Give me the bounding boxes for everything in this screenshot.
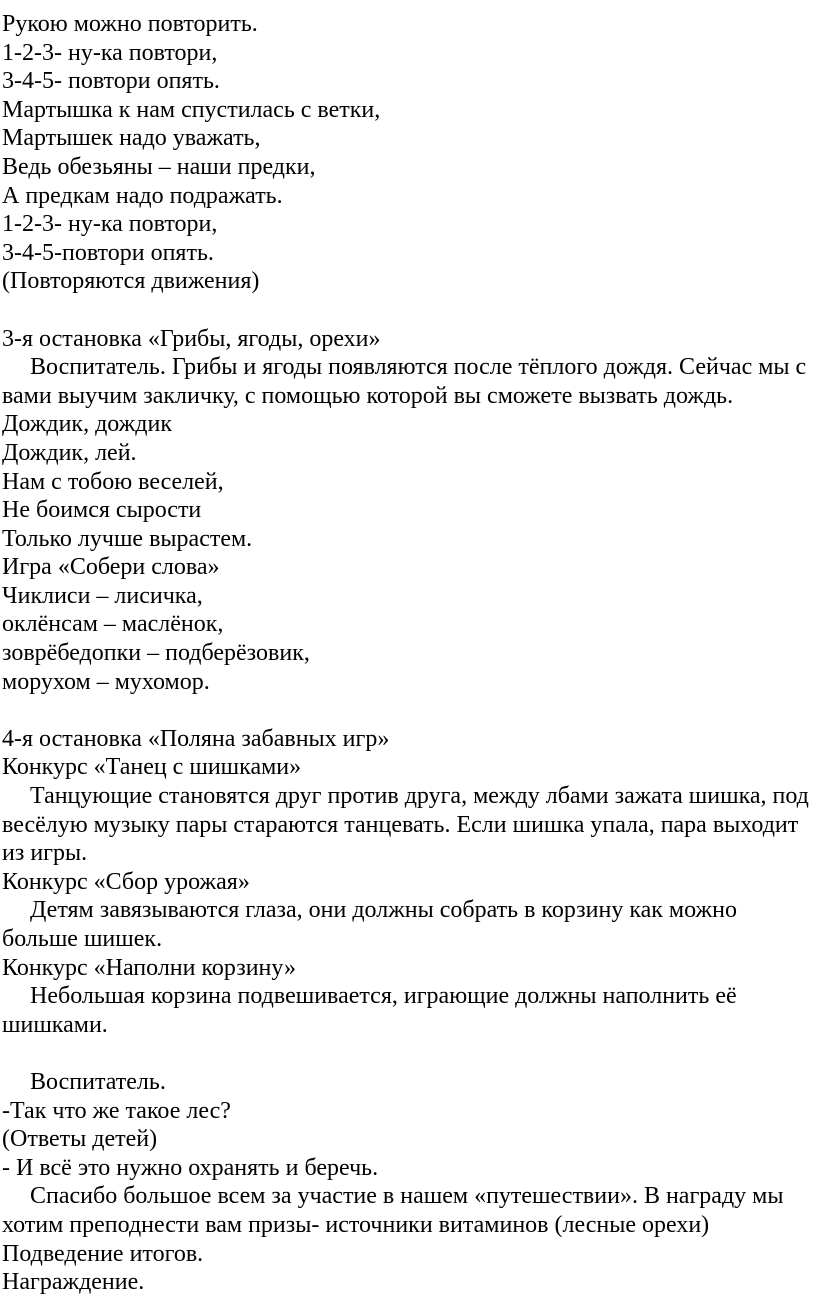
text-line: зоврёбедопки – подберёзовик,: [2, 640, 310, 667]
text-line: Награждение.: [2, 1269, 145, 1296]
text-line: Подведение итогов.: [2, 1240, 204, 1267]
text-line: Рукою можно повторить.: [2, 11, 258, 37]
text-line: Танцующие становятся друг против друга, между лбами зажата шишка, под: [30, 783, 809, 810]
text-line: Нам с тобою веселей,: [2, 468, 224, 495]
text-line: (Ответы детей): [2, 1126, 158, 1153]
text-line: хотим преподнести вам призы- источники витаминов (лесные орехи): [2, 1211, 710, 1238]
text-line: Дождик, лей.: [2, 439, 137, 466]
text-line: - И всё это нужно охранять и беречь.: [2, 1154, 379, 1181]
section-heading: 4-я остановка «Поляна забавных игр»: [2, 725, 390, 752]
text-line: оклёнсам – маслёнок,: [2, 611, 224, 638]
text-line: Не боимся сырости: [2, 497, 202, 524]
text-line: Конкурс «Наполни корзину»: [2, 954, 296, 981]
section-heading: 3-я остановка «Грибы, ягоды, орехи»: [2, 325, 381, 352]
text-line: больше шишек.: [2, 926, 163, 952]
text-line: морухом – мухомор.: [2, 668, 210, 695]
text-line: -Так что же такое лес?: [2, 1097, 231, 1124]
text-line: Конкурс «Сбор урожая»: [2, 868, 250, 895]
text-line: Конкурс «Танец с шишками»: [2, 754, 302, 781]
text-line: Игра «Собери слова»: [2, 554, 220, 581]
text-line: Воспитатель. Грибы и ягоды появляются после тёплого дождя. Сейчас мы с: [30, 354, 807, 381]
text-line: шишками.: [2, 1011, 108, 1038]
text-line: Детям завязываются глаза, они должны собрать в корзину как можно: [30, 897, 737, 924]
text-line: Воспитатель.: [30, 1068, 166, 1095]
text-line: Мартышек надо уважать,: [2, 125, 261, 152]
text-line: (Повторяются движения): [2, 268, 260, 295]
text-line: Мартышка к нам спустилась с ветки,: [2, 96, 381, 123]
text-line: А предкам надо подражать.: [2, 182, 283, 209]
blank-line: [2, 696, 816, 725]
text-line: Дождик, дождик: [2, 411, 172, 438]
text-line: Ведь обезьяны – наши предки,: [2, 153, 316, 180]
blank-line: [2, 1039, 816, 1068]
text-line: Небольшая корзина подвешивается, играющие должны наполнить её: [30, 983, 737, 1010]
text-line: весёлую музыку пары стараются танцевать. Если шишка упала, пара выходит: [2, 811, 799, 838]
text-line: 3-4-5-повтори опять.: [2, 239, 214, 266]
text-line: Чиклиси – лисичка,: [2, 582, 203, 609]
text-line: вами выучим закличку, с помощью которой вы сможете вызвать дождь.: [2, 382, 734, 409]
text-line: 3-4-5- повтори опять.: [2, 68, 220, 95]
text-line: 1-2-3- ну-ка повтори,: [2, 211, 218, 238]
text-line: из игры.: [2, 840, 88, 867]
text-line: Только лучше вырастем.: [2, 525, 253, 552]
blank-line: [2, 296, 816, 325]
text-line: 1-2-3- ну-ка повтори,: [2, 39, 218, 66]
text-line: Спасибо большое всем за участие в нашем «путешествии». В награду мы: [30, 1183, 784, 1210]
